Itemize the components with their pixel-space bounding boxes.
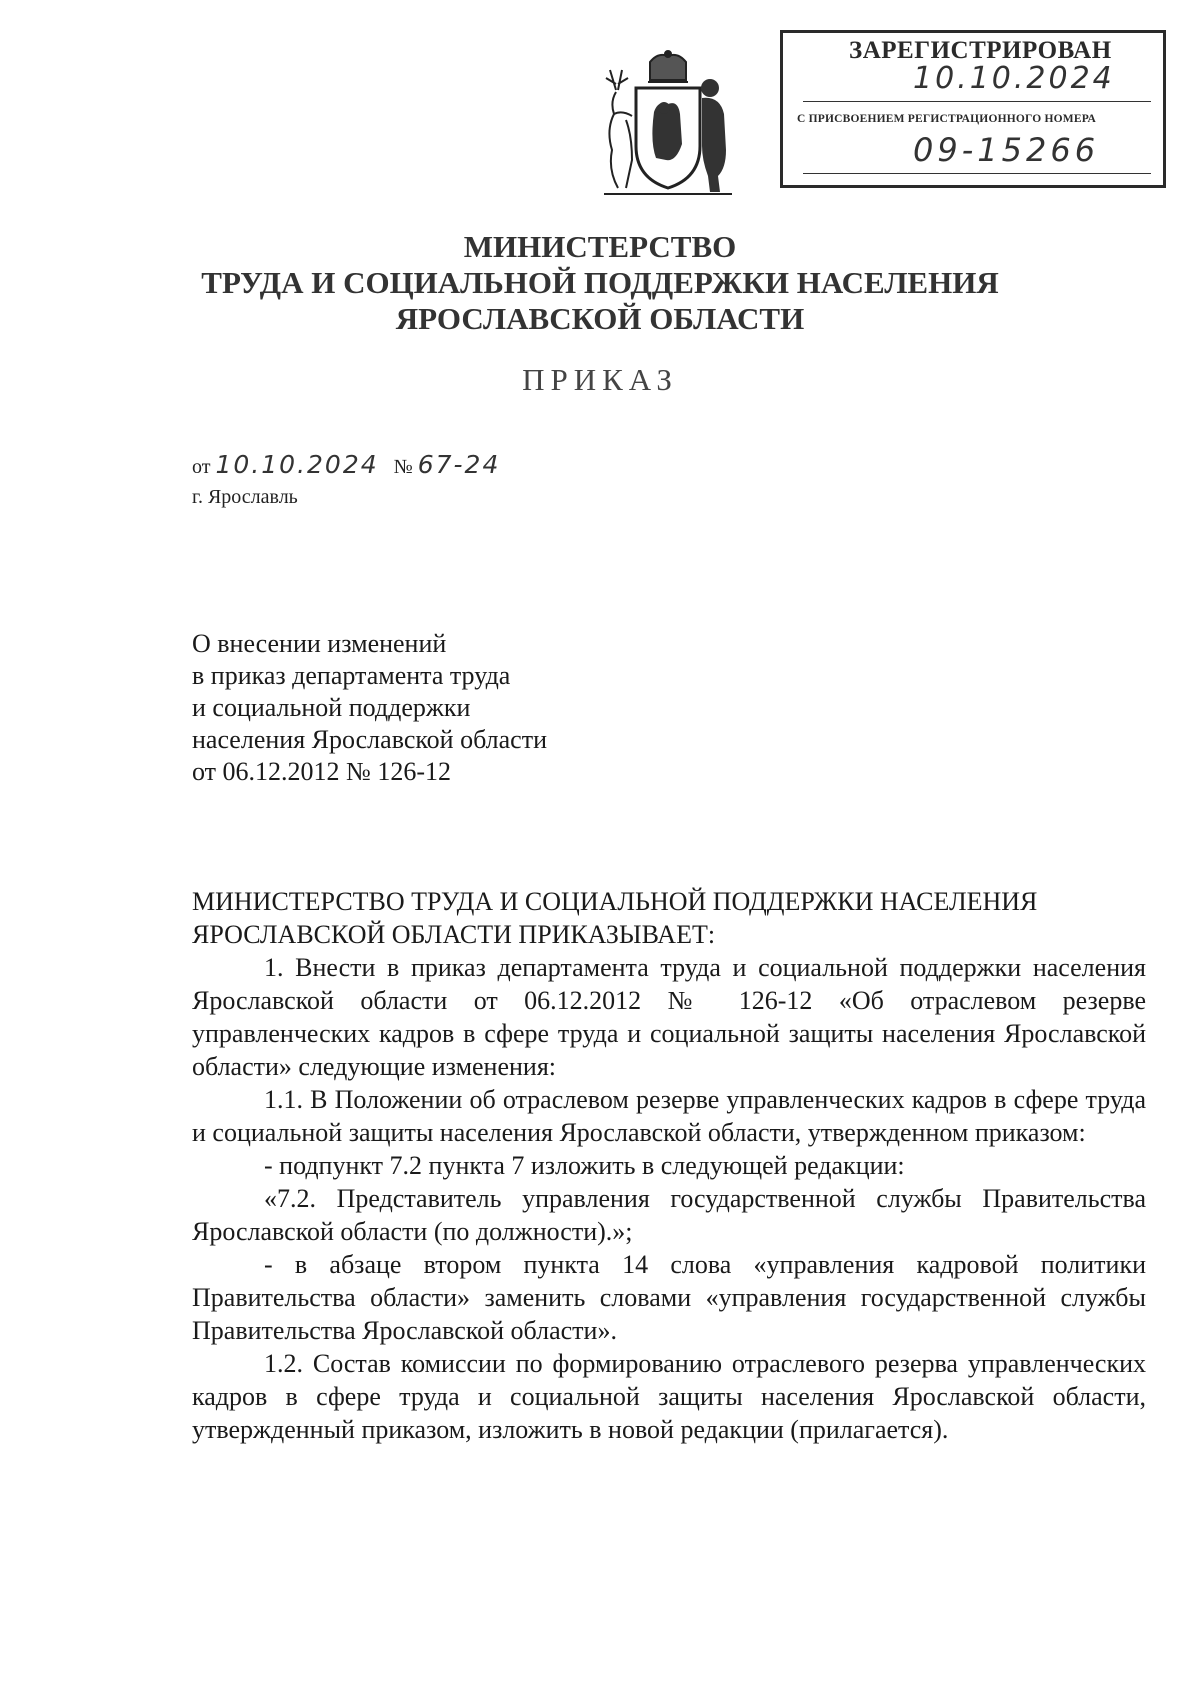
paragraph-1-1: 1.1. В Положении об отраслевом резерве управленческих кадров в сфере труда и социальной защиты населения Ярославской области, утвержденном приказом:: [192, 1085, 1146, 1147]
number-label: №: [393, 456, 413, 478]
from-label: от: [192, 456, 211, 478]
document-type-title: ПРИКАЗ: [522, 362, 678, 397]
registration-stamp: [780, 30, 1166, 188]
subject-line: населения Ярославской области: [192, 725, 547, 754]
stamp-subtitle: С ПРИСВОЕНИЕМ РЕГИСТРАЦИОННОГО НОМЕРА: [797, 113, 1096, 125]
subject-line: от 06.12.2012 № 126-12: [192, 757, 451, 786]
paragraph-subitem: - подпункт 7.2 пункта 7 изложить в следующей редакции:: [264, 1151, 905, 1180]
order-number-handwritten: 67-24: [417, 450, 501, 479]
stamp-divider: [803, 101, 1151, 102]
ministry-title-line: ЯРОСЛАВСКОЙ ОБЛАСТИ: [395, 301, 805, 336]
order-subject: [192, 628, 547, 788]
paragraph-1: 1. Внести в приказ департамента труда и социальной поддержки населения Ярославской области от 06.12.2012 № 126-12 «Об отраслевом резерве управленческих кадров в сфере труда и социальной защиты населения Ярославской области» следующие изменения:: [192, 953, 1146, 1081]
subject-line: в приказ департамента труда: [192, 661, 511, 690]
subject-line: О внесении изменений: [192, 629, 447, 658]
order-date-number-line: [192, 450, 500, 479]
order-body: [192, 885, 1146, 1446]
coat-of-arms-emblem: [592, 50, 744, 200]
paragraph-quote-7-2: «7.2. Представитель управления государственной службы Правительства Ярославской области (по должности).»;: [192, 1184, 1146, 1246]
paragraph-1-2: 1.2. Состав комиссии по формированию отраслевого резерва управленческих кадров в сфере труда и социальной защиты населения Ярославской области, утвержденный приказом, изложить в новой редакции (прилагается).: [192, 1349, 1146, 1444]
order-city: г. Ярославль: [192, 486, 298, 508]
order-heading: МИНИСТЕРСТВО ТРУДА И СОЦИАЛЬНОЙ ПОДДЕРЖКИ НАСЕЛЕНИЯ ЯРОСЛАВСКОЙ ОБЛАСТИ ПРИКАЗЫВАЕТ:: [192, 887, 1038, 949]
stamp-registration-number: 09-15266: [913, 131, 1100, 169]
paragraph-subitem: - в абзаце втором пункта 14 слова «управления кадровой политики Правительства области» заменить словами «управления государственной службы Правительства Ярославской области».: [192, 1250, 1146, 1345]
subject-line: и социальной поддержки: [192, 693, 471, 722]
order-date-handwritten: 10.10.2024: [215, 450, 379, 479]
stamp-divider: [803, 173, 1151, 174]
ministry-title-line: МИНИСТЕРСТВО: [463, 229, 737, 264]
ministry-title-line: ТРУДА И СОЦИАЛЬНОЙ ПОДДЕРЖКИ НАСЕЛЕНИЯ: [201, 265, 999, 300]
stamp-date-handwritten: 10.10.2024: [913, 61, 1115, 96]
stamp-title: ЗАРЕГИСТРИРОВАН: [849, 37, 1112, 64]
